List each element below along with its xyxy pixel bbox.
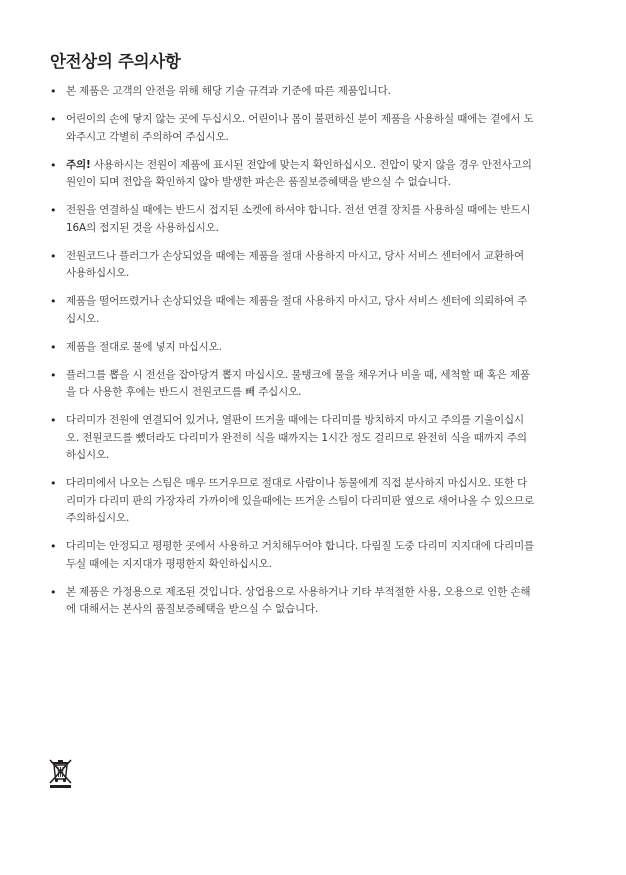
safety-item-text: 어린이의 손에 닿지 않는 곳에 두십시오. 어린이나 몸이 불편하신 분이 제품을 사용하실 때에는 곁에서 도와주시고 각별히 주의하여 주십시오.: [66, 113, 534, 143]
safety-item: [46, 202, 536, 237]
safety-item-text: 사용하시는 전원이 제품에 표시된 전압에 맞는지 확인하십시오. 전압이 맞지 않을 경우 안전사고의 원인이 되며 전압을 확인하지 않아 발생한 파손은 품질보증혜택을 받으실 수 없습니다.: [66, 158, 532, 188]
safety-list: [46, 83, 536, 629]
bullet-icon: •: [50, 295, 57, 308]
weee-bin-icon: [48, 758, 74, 788]
safety-item: [46, 367, 536, 402]
safety-item: [46, 339, 536, 357]
bullet-icon: •: [50, 85, 57, 98]
safety-item-text: 제품을 떨어뜨렸거나 손상되었을 때에는 제품을 절대 사용하지 마시고, 당사 서비스 센터에 의뢰하여 주십시오.: [66, 295, 528, 325]
warning-prefix: 주의!: [66, 158, 91, 171]
safety-item-text: 다리미가 전원에 연결되어 있거나, 열판이 뜨거울 때에는 다리미를 방치하지 마시고 주의를 기울이십시오. 전원코드를 뺐더라도 다리미가 완전히 식을 때까지는 1시간 정도 걸리므로 완전히 식을 때까지 주의하십시오.: [66, 414, 527, 461]
safety-item-text: 본 제품은 고객의 안전을 위해 해당 기술 규격과 기준에 따른 제품입니다.: [66, 85, 391, 97]
bullet-icon: •: [50, 113, 57, 126]
bullet-icon: •: [50, 540, 57, 553]
safety-item-text: 플러그를 뽑을 시 전선을 잡아당겨 뽑지 마십시오. 물탱크에 물을 채우거나 비울 때, 세척할 때 혹은 제품을 다 사용한 후에는 반드시 전원코드를 빼 주십시오.: [66, 368, 530, 398]
safety-item: [46, 475, 536, 528]
safety-item: [46, 584, 536, 619]
safety-item-text: 전원코드나 플러그가 손상되었을 때에는 제품을 절대 사용하지 마시고, 당사 서비스 센터에서 교환하여 사용하십시오.: [66, 249, 524, 279]
page-title: 안전상의 주의사항: [50, 52, 181, 71]
bullet-icon: •: [50, 585, 57, 599]
bullet-icon: •: [50, 204, 57, 217]
bullet-icon: •: [50, 158, 57, 172]
safety-item: [46, 248, 536, 283]
safety-item-text: 다리미에서 나오는 스팀은 매우 뜨거우므로 절대로 사람이나 동물에게 직접 분사하지 마십시오. 또한 다리미가 다리미 판의 가장자리 가까이에 있을때에는 뜨거운 스팀이 다리미판 옆으로 새어나올 수 있으므로 주의하십시오.: [66, 477, 534, 524]
safety-item-text: 전원을 연결하실 때에는 반드시 접지된 소켓에 하셔야 합니다. 전선 연결 장치를 사용하실 때에는 반드시 16A의 접지된 것을 사용하십시오.: [66, 204, 531, 234]
bullet-icon: •: [50, 477, 57, 490]
safety-item: [46, 157, 536, 192]
safety-item: [46, 293, 536, 328]
bullet-icon: •: [50, 340, 57, 354]
safety-item: [46, 412, 536, 465]
safety-item: [46, 538, 536, 573]
safety-item-text: 본 제품은 가정용으로 제조된 것입니다. 상업용으로 사용하거나 기타 부적절한 사용, 오용으로 인한 손해에 대해서는 본사의 품질보증혜택을 받으실 수 없습니다.: [66, 585, 531, 615]
bullet-icon: •: [50, 414, 57, 427]
safety-item-text: 제품을 절대로 물에 넣지 마십시오.: [66, 340, 222, 353]
bullet-icon: •: [50, 249, 57, 263]
bullet-icon: •: [50, 368, 57, 382]
safety-item: [46, 111, 536, 146]
safety-item: [46, 83, 536, 101]
safety-item-text: 다리미는 안정되고 평평한 곳에서 사용하고 거치해두어야 합니다. 다림질 도중 다리미 지지대에 다리미를 두실 때에는 지지대가 평평한지 확인하십시오.: [66, 540, 534, 570]
